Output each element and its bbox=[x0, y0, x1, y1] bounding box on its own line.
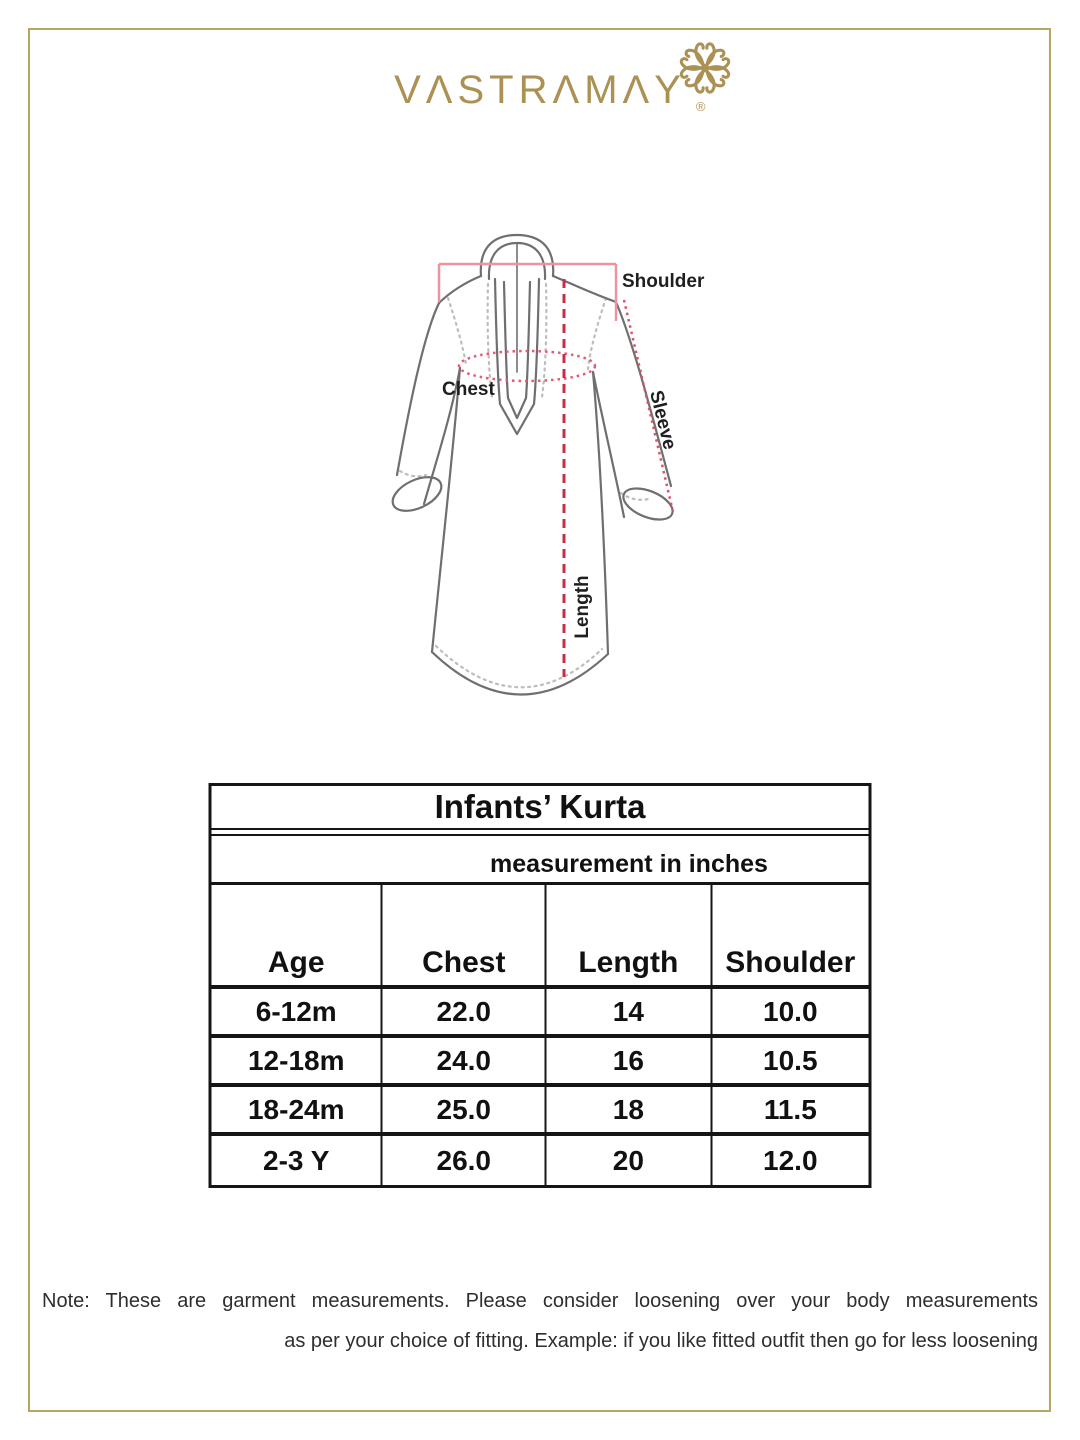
size-table bbox=[209, 783, 872, 1188]
column-header-age: Age bbox=[212, 885, 383, 985]
size-table-subtitle: measurement in inches bbox=[212, 836, 869, 885]
chest-label: Chest bbox=[442, 379, 495, 400]
table-cell-age: 12-18m bbox=[212, 1038, 383, 1083]
kurta-measurement-diagram bbox=[360, 222, 720, 722]
measurement-note bbox=[42, 1281, 1038, 1361]
column-header-chest: Chest bbox=[383, 885, 547, 985]
table-cell-chest: 22.0 bbox=[383, 989, 547, 1034]
table-cell-age: 18-24m bbox=[212, 1087, 383, 1132]
kurta-garment-outline bbox=[388, 235, 677, 695]
column-header-length: Length bbox=[547, 885, 713, 985]
length-label: Length bbox=[572, 575, 593, 639]
table-cell-age: 2-3 Y bbox=[212, 1136, 383, 1185]
note-line-1: Note: These are garment measurements. Please consider loosening over your body measurements bbox=[42, 1290, 1038, 1312]
floral-star-icon bbox=[674, 37, 736, 99]
sleeve-label: Sleeve bbox=[645, 388, 680, 452]
table-cell-length: 14 bbox=[547, 989, 713, 1034]
note-line-2: as per your choice of fitting. Example: if you like fitted outfit then go for less loosening bbox=[284, 1330, 1038, 1352]
shoulder-label: Shoulder bbox=[622, 271, 705, 292]
double-rule bbox=[212, 828, 869, 836]
size-table-grid bbox=[212, 885, 869, 1185]
size-table-title: Infants’ Kurta bbox=[434, 788, 646, 825]
table-cell-chest: 26.0 bbox=[383, 1136, 547, 1185]
brand-wordmark: VΛSTRΛMΛY bbox=[394, 68, 686, 112]
table-cell-shoulder: 10.5 bbox=[763, 1044, 818, 1076]
registered-trademark-symbol: ® bbox=[695, 99, 706, 114]
seam-stitch-lines bbox=[400, 284, 649, 687]
table-cell-shoulder: 12.0 bbox=[763, 1144, 818, 1176]
table-cell-shoulder: 10.0 bbox=[763, 995, 818, 1027]
table-cell-chest: 25.0 bbox=[383, 1087, 547, 1132]
table-cell-shoulder: 11.5 bbox=[763, 1093, 817, 1125]
table-cell-length: 16 bbox=[547, 1038, 713, 1083]
table-cell-chest: 24.0 bbox=[383, 1038, 547, 1083]
table-cell-length: 20 bbox=[547, 1136, 713, 1185]
brand-logo bbox=[0, 68, 1080, 113]
table-cell-age: 6-12m bbox=[212, 989, 383, 1034]
column-header-shoulder: Shoulder bbox=[725, 946, 856, 979]
kurta-outline-drawing bbox=[360, 222, 720, 722]
measurement-marks bbox=[439, 264, 673, 677]
table-cell-length: 18 bbox=[547, 1087, 713, 1132]
